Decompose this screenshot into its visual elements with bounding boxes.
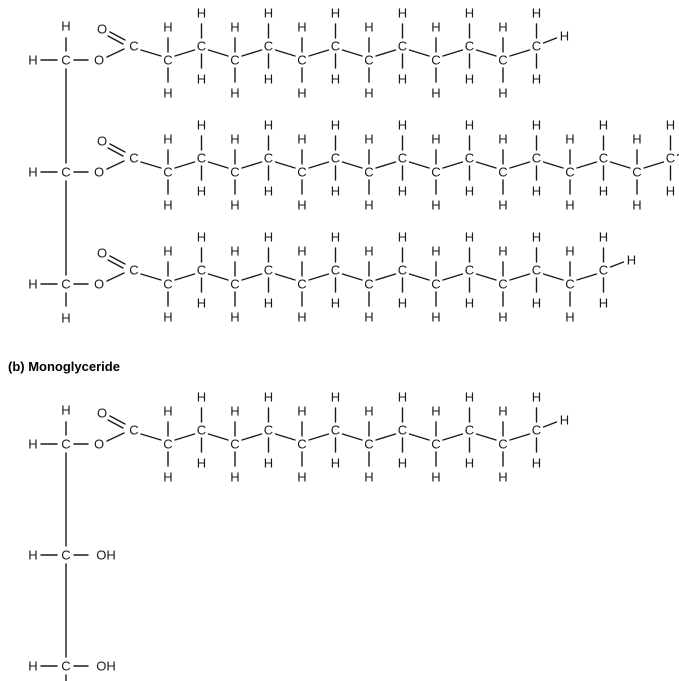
- hydrogen-atom: H: [431, 19, 441, 35]
- carbon-atom: C: [565, 276, 575, 292]
- hydrogen-atom: H: [565, 243, 575, 259]
- oxygen-atom: O: [96, 245, 108, 261]
- bond: [443, 162, 463, 168]
- carbon-atom: C: [665, 150, 676, 166]
- section-b-label: (b) Monoglyceride: [8, 359, 120, 374]
- hydrogen-atom: H: [364, 85, 374, 101]
- carbon-atom: C: [431, 436, 441, 452]
- bond: [209, 162, 229, 168]
- bond: [477, 50, 497, 56]
- carbon-atom: C: [632, 164, 642, 180]
- carbon-atom: C: [61, 164, 71, 180]
- hydrogen-atom: H: [330, 5, 341, 21]
- carbon-atom: C: [598, 150, 609, 166]
- hydrogen-atom: H: [163, 469, 173, 485]
- carbon-atom: C: [431, 52, 441, 68]
- hydrogen-atom: H: [431, 469, 441, 485]
- hydrogen-atom: H: [196, 117, 207, 133]
- bond: [309, 434, 329, 440]
- hydrogen-atom: H: [498, 197, 508, 213]
- carbon-atom: C: [263, 262, 274, 278]
- hydrogen-atom: H: [230, 469, 240, 485]
- hydrogen-atom: H: [330, 389, 341, 405]
- hydrogen-atom: H: [330, 455, 341, 471]
- hydrogen-atom: H: [364, 131, 374, 147]
- bond: [175, 434, 195, 440]
- hydrogen-atom: H: [397, 295, 408, 311]
- bond: [544, 162, 564, 168]
- carbon-atom: C: [464, 422, 475, 438]
- hydrogen-atom: H: [397, 117, 408, 133]
- hydrogen-atom: H: [531, 229, 542, 245]
- hydrogen-atom: H: [364, 19, 374, 35]
- hydrogen-atom: H: [559, 28, 570, 44]
- hydrogen-atom: H: [163, 243, 173, 259]
- hydrogen-atom: H: [230, 309, 240, 325]
- hydroxyl-group: OH: [96, 547, 116, 563]
- hydrogen-atom: H: [28, 276, 38, 292]
- hydrogen-atom: H: [330, 183, 341, 199]
- carbon-atom: C: [397, 422, 408, 438]
- bond: [510, 162, 530, 168]
- bond: [577, 162, 597, 168]
- hydrogen-atom: H: [632, 131, 642, 147]
- carbon-atom: C: [263, 38, 274, 54]
- hydrogen-atom: H: [464, 71, 475, 87]
- hydrogen-atom: H: [297, 19, 307, 35]
- bond: [477, 274, 497, 280]
- carbon-atom: C: [531, 38, 542, 54]
- carbon-atom: C: [129, 150, 139, 166]
- hydrogen-atom: H: [531, 71, 542, 87]
- hydrogen-atom: H: [626, 252, 637, 268]
- hydrogen-atom: H: [598, 295, 609, 311]
- hydrogen-atom: H: [431, 243, 441, 259]
- hydrogen-atom: H: [163, 197, 173, 213]
- bond: [242, 162, 262, 168]
- hydrogen-atom: H: [464, 117, 475, 133]
- carbon-atom: C: [330, 422, 341, 438]
- carbon-atom: C: [230, 164, 240, 180]
- carbon-atom: C: [431, 276, 441, 292]
- bond: [343, 434, 363, 440]
- bond: [544, 422, 557, 427]
- hydrogen-atom: H: [598, 183, 609, 199]
- hydrogen-atom: H: [196, 389, 207, 405]
- hydrogen-atom: H: [665, 117, 676, 133]
- bond: [107, 273, 124, 281]
- carbon-atom: C: [230, 52, 240, 68]
- hydrogen-atom: H: [498, 469, 508, 485]
- hydrogen-atom: H: [397, 229, 408, 245]
- bond: [343, 50, 363, 56]
- bond: [209, 274, 229, 280]
- hydrogen-atom: H: [28, 164, 38, 180]
- hydrogen-atom: H: [263, 295, 274, 311]
- hydrogen-atom: H: [431, 403, 441, 419]
- bond: [376, 434, 396, 440]
- bond: [242, 274, 262, 280]
- carbon-atom: C: [163, 436, 173, 452]
- oxygen-atom: O: [93, 164, 105, 180]
- hydrogen-atom: H: [364, 309, 374, 325]
- bond: [443, 434, 463, 440]
- bond: [410, 434, 430, 440]
- carbon-atom: C: [297, 276, 307, 292]
- hydrogen-atom: H: [397, 389, 408, 405]
- hydrogen-atom: H: [464, 183, 475, 199]
- hydrogen-atom: H: [163, 131, 173, 147]
- hydrogen-atom: H: [61, 310, 71, 326]
- bond: [510, 434, 530, 440]
- hydrogen-atom: H: [565, 131, 575, 147]
- hydrogen-atom: H: [163, 85, 173, 101]
- bond: [443, 274, 463, 280]
- hydrogen-atom: H: [598, 229, 609, 245]
- hydrogen-atom: H: [61, 18, 71, 34]
- carbon-atom: C: [61, 436, 71, 452]
- hydrogen-atom: H: [464, 389, 475, 405]
- hydrogen-atom: H: [297, 243, 307, 259]
- bond: [343, 162, 363, 168]
- carbon-atom: C: [297, 52, 307, 68]
- carbon-atom: C: [364, 436, 374, 452]
- bond: [209, 50, 229, 56]
- hydrogen-atom: H: [431, 131, 441, 147]
- carbon-atom: C: [464, 38, 475, 54]
- bond: [644, 162, 664, 168]
- hydrogen-atom: H: [263, 455, 274, 471]
- bond: [107, 49, 124, 57]
- hydrogen-atom: H: [364, 403, 374, 419]
- bond: [309, 274, 329, 280]
- bond: [410, 162, 430, 168]
- carbon-atom: C: [397, 38, 408, 54]
- hydrogen-atom: H: [230, 403, 240, 419]
- hydrogen-atom: H: [431, 309, 441, 325]
- bond: [376, 274, 396, 280]
- hydrogen-atom: H: [330, 117, 341, 133]
- carbon-atom: C: [330, 38, 341, 54]
- hydrogen-atom: H: [196, 5, 207, 21]
- hydrogen-atom: H: [431, 85, 441, 101]
- hydrogen-atom: H: [665, 183, 676, 199]
- carbon-atom: C: [129, 38, 139, 54]
- carbon-atom: C: [129, 262, 139, 278]
- carbon-atom: C: [196, 422, 207, 438]
- hydrogen-atom: H: [28, 658, 38, 674]
- hydrogen-atom: H: [364, 197, 374, 213]
- bond: [141, 434, 161, 440]
- carbon-atom: C: [196, 150, 207, 166]
- hydrogen-atom: H: [464, 229, 475, 245]
- hydrogen-atom: H: [263, 183, 274, 199]
- hydrogen-atom: H: [531, 295, 542, 311]
- carbon-atom: C: [163, 164, 173, 180]
- carbon-atom: C: [263, 150, 274, 166]
- hydrogen-atom: H: [196, 229, 207, 245]
- hydrogen-atom: H: [163, 403, 173, 419]
- hydrogen-atom: H: [230, 131, 240, 147]
- carbon-atom: C: [129, 422, 139, 438]
- hydrogen-atom: H: [498, 243, 508, 259]
- hydrogen-atom: H: [498, 19, 508, 35]
- bond: [107, 433, 124, 441]
- carbon-atom: C: [464, 150, 475, 166]
- hydrogen-atom: H: [196, 455, 207, 471]
- carbon-atom: C: [397, 262, 408, 278]
- bond: [209, 434, 229, 440]
- carbon-atom: C: [61, 52, 71, 68]
- carbon-atom: C: [498, 276, 508, 292]
- bond: [443, 50, 463, 56]
- carbon-atom: C: [364, 52, 374, 68]
- hydrogen-atom: H: [196, 71, 207, 87]
- hydrogen-atom: H: [565, 197, 575, 213]
- hydrogen-atom: H: [263, 389, 274, 405]
- bond: [276, 50, 296, 56]
- hydrogen-atom: H: [297, 197, 307, 213]
- hydrogen-atom: H: [163, 309, 173, 325]
- hydrogen-atom: H: [531, 5, 542, 21]
- hydrogen-atom: H: [498, 85, 508, 101]
- hydrogen-atom: H: [297, 131, 307, 147]
- carbon-atom: C: [163, 52, 173, 68]
- hydrogen-atom: H: [498, 309, 508, 325]
- hydrogen-atom: H: [297, 403, 307, 419]
- hydrogen-atom: H: [397, 71, 408, 87]
- hydrogen-atom: H: [531, 117, 542, 133]
- bond: [175, 162, 195, 168]
- hydrogen-atom: H: [28, 547, 38, 563]
- bond: [309, 50, 329, 56]
- bond: [611, 262, 624, 267]
- hydrogen-atom: H: [431, 197, 441, 213]
- hydrogen-atom: H: [263, 71, 274, 87]
- carbon-atom: C: [330, 150, 341, 166]
- carbon-atom: C: [364, 276, 374, 292]
- carbon-atom: C: [531, 262, 542, 278]
- hydrogen-atom: H: [498, 131, 508, 147]
- bond: [242, 50, 262, 56]
- hydrogen-atom: H: [297, 469, 307, 485]
- hydrogen-atom: H: [196, 295, 207, 311]
- carbon-atom: C: [498, 436, 508, 452]
- carbon-atom: C: [565, 164, 575, 180]
- hydrogen-atom: H: [531, 389, 542, 405]
- hydrogen-atom: H: [263, 229, 274, 245]
- carbon-atom: C: [196, 262, 207, 278]
- hydrogen-atom: H: [28, 436, 38, 452]
- carbon-atom: C: [61, 658, 71, 674]
- bond: [410, 274, 430, 280]
- hydrogen-atom: H: [632, 197, 642, 213]
- carbon-atom: C: [230, 276, 240, 292]
- oxygen-atom: O: [96, 405, 108, 421]
- bond: [477, 162, 497, 168]
- hydrogen-atom: H: [330, 71, 341, 87]
- bond: [276, 434, 296, 440]
- bond: [276, 274, 296, 280]
- carbon-atom: C: [61, 547, 71, 563]
- oxygen-atom: O: [96, 21, 108, 37]
- hydrogen-atom: H: [263, 117, 274, 133]
- hydrogen-atom: H: [464, 295, 475, 311]
- hydrogen-atom: H: [163, 19, 173, 35]
- carbon-atom: C: [163, 276, 173, 292]
- oxygen-atom: O: [96, 133, 108, 149]
- oxygen-atom: O: [93, 52, 105, 68]
- bond: [510, 50, 530, 56]
- carbon-atom: C: [297, 436, 307, 452]
- hydrogen-atom: H: [598, 117, 609, 133]
- bond: [309, 162, 329, 168]
- hydrogen-atom: H: [531, 183, 542, 199]
- carbon-atom: C: [230, 436, 240, 452]
- bond: [477, 434, 497, 440]
- bond: [577, 274, 597, 280]
- hydrogen-atom: H: [464, 5, 475, 21]
- carbon-atom: C: [364, 164, 374, 180]
- bond: [544, 38, 557, 43]
- hydrogen-atom: H: [230, 19, 240, 35]
- bond: [611, 162, 631, 168]
- hydrogen-atom: H: [330, 229, 341, 245]
- bond: [175, 274, 195, 280]
- carbon-atom: C: [297, 164, 307, 180]
- carbon-atom: C: [598, 262, 609, 278]
- oxygen-atom: O: [93, 436, 105, 452]
- hydrogen-atom: H: [464, 455, 475, 471]
- hydrogen-atom: H: [28, 52, 38, 68]
- hydrogen-atom: H: [397, 455, 408, 471]
- bond: [242, 434, 262, 440]
- hydrogen-atom: H: [498, 403, 508, 419]
- carbon-atom: C: [263, 422, 274, 438]
- hydrogen-atom: H: [297, 85, 307, 101]
- carbon-atom: C: [531, 422, 542, 438]
- hydrogen-atom: H: [364, 243, 374, 259]
- bond: [141, 50, 161, 56]
- hydrogen-atom: H: [263, 5, 274, 21]
- bond: [510, 274, 530, 280]
- hydrogen-atom: H: [397, 183, 408, 199]
- hydrogen-atom: H: [196, 183, 207, 199]
- bond: [410, 50, 430, 56]
- bond: [141, 162, 161, 168]
- carbon-atom: C: [330, 262, 341, 278]
- hydrogen-atom: H: [559, 412, 570, 428]
- carbon-atom: C: [196, 38, 207, 54]
- hydrogen-atom: H: [230, 85, 240, 101]
- carbon-atom: C: [431, 164, 441, 180]
- hydrogen-atom: H: [230, 243, 240, 259]
- carbon-atom: C: [531, 150, 542, 166]
- bond: [276, 162, 296, 168]
- hydrogen-atom: H: [565, 309, 575, 325]
- hydroxyl-group: OH: [96, 658, 116, 674]
- bond: [141, 274, 161, 280]
- carbon-atom: C: [498, 52, 508, 68]
- bond: [376, 50, 396, 56]
- bond: [376, 162, 396, 168]
- hydrogen-atom: H: [297, 309, 307, 325]
- carbon-atom: C: [498, 164, 508, 180]
- bond: [107, 161, 124, 169]
- hydrogen-atom: H: [531, 455, 542, 471]
- hydrogen-atom: H: [364, 469, 374, 485]
- hydrogen-atom: H: [397, 5, 408, 21]
- bond: [544, 274, 564, 280]
- hydrogen-atom: H: [230, 197, 240, 213]
- oxygen-atom: O: [93, 276, 105, 292]
- bond: [175, 50, 195, 56]
- carbon-atom: C: [61, 276, 71, 292]
- hydrogen-atom: H: [61, 402, 71, 418]
- carbon-atom: C: [397, 150, 408, 166]
- bond: [343, 274, 363, 280]
- hydrogen-atom: H: [330, 295, 341, 311]
- carbon-atom: C: [464, 262, 475, 278]
